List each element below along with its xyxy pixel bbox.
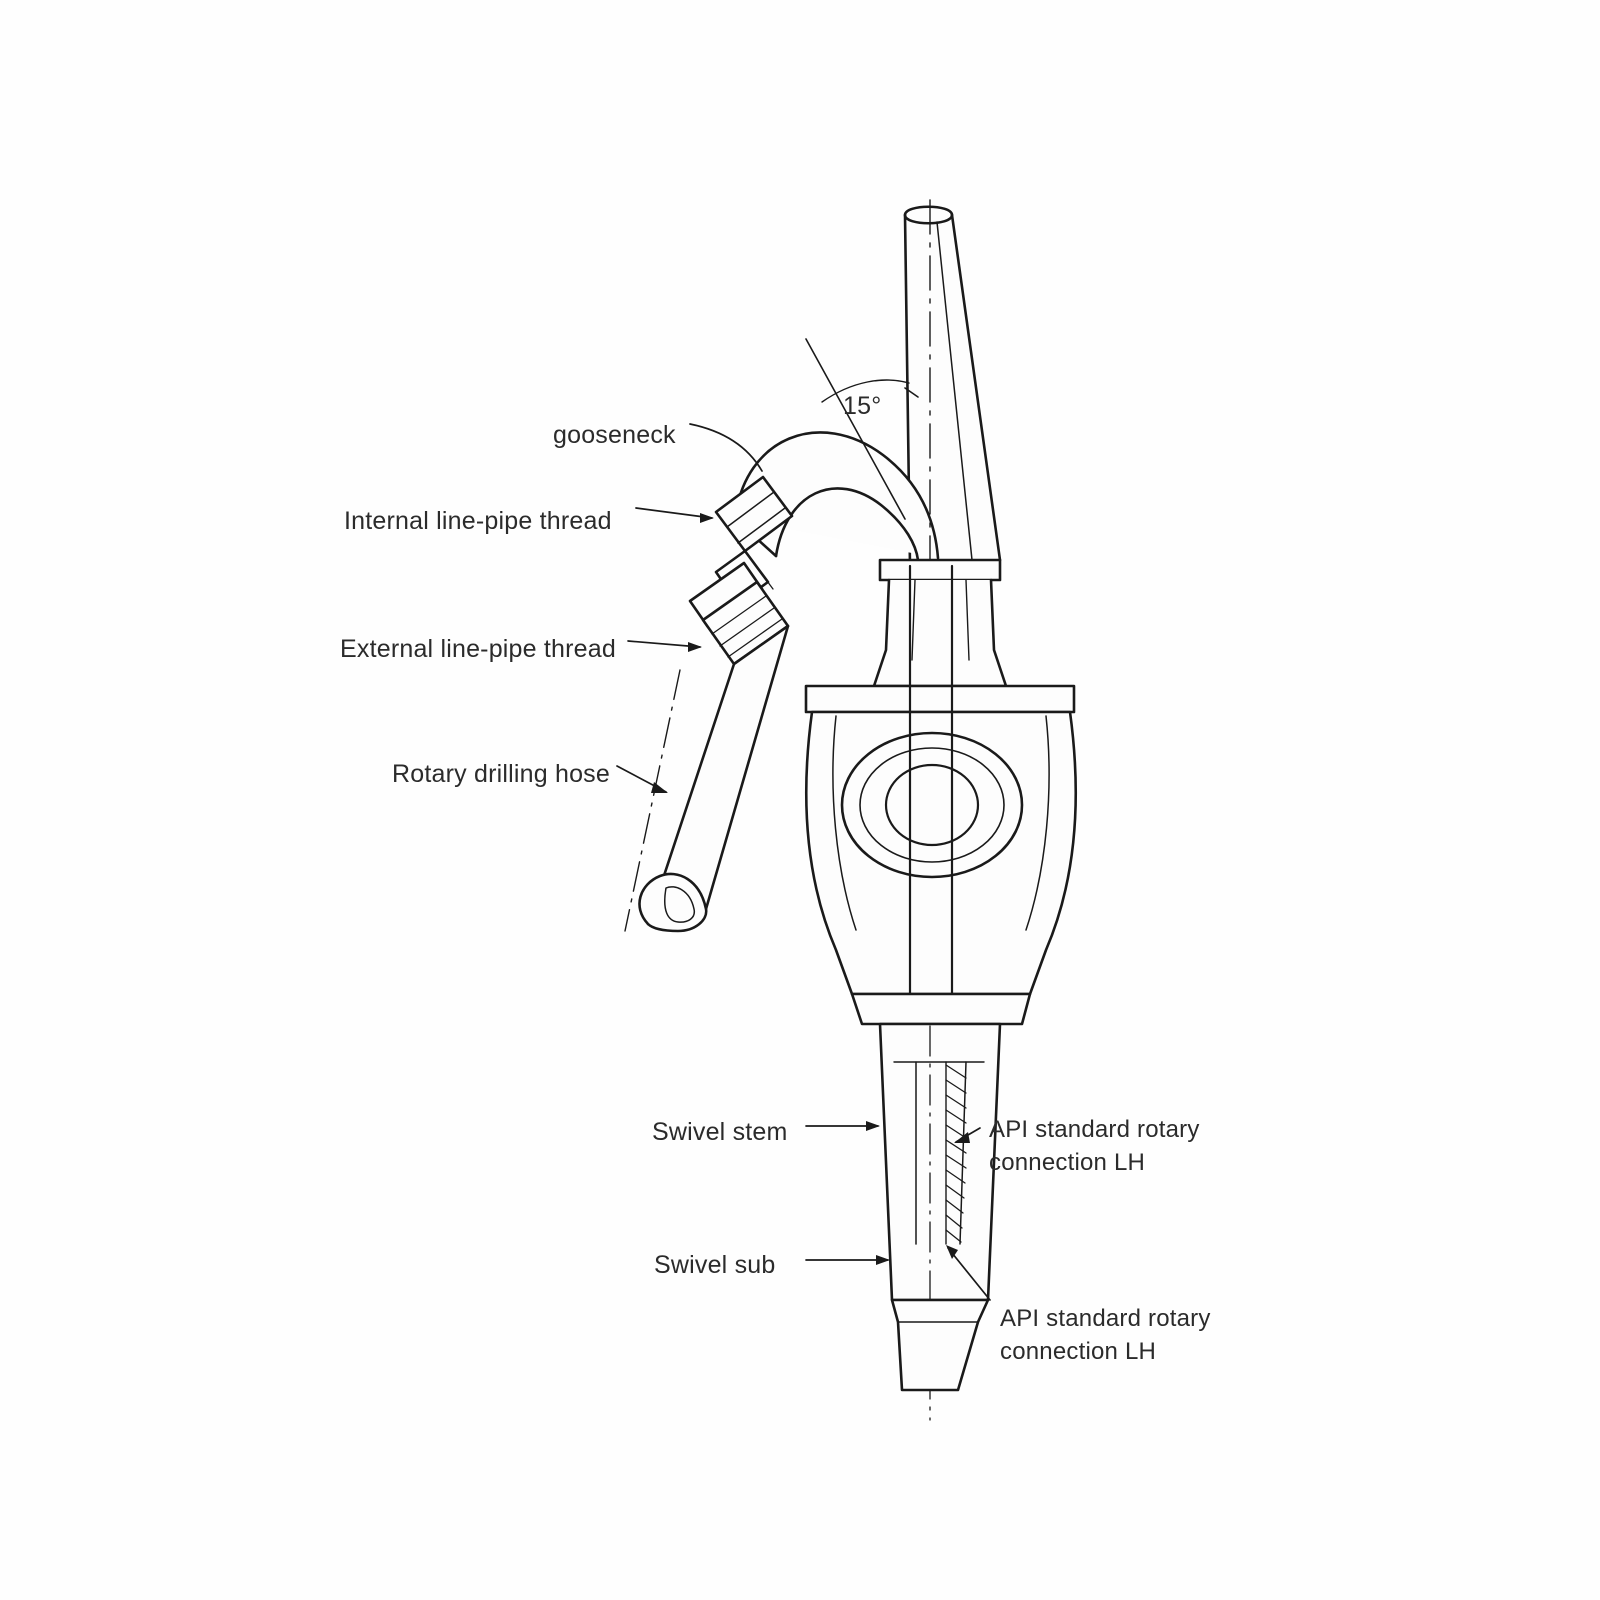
label-rotary-drilling-hose: Rotary drilling hose [392,760,610,788]
swivel-body-part [806,560,1076,1024]
label-gooseneck: gooseneck [553,421,676,449]
label-external-line-pipe-thread: External line-pipe thread [340,635,616,663]
swivel-sub-part [892,1300,988,1390]
label-angle-15-degrees: 15° [843,392,882,420]
label-api-connection-upper-line2: connection LH [989,1149,1146,1176]
label-api-connection-lower-line2: connection LH [1000,1338,1157,1365]
label-swivel-stem: Swivel stem [652,1118,788,1146]
hose-assembly [625,477,792,931]
label-swivel-sub: Swivel sub [654,1251,776,1279]
label-api-connection-lower-line1: API standard rotary [1000,1305,1211,1332]
label-api-connection-upper-line1: API standard rotary [989,1116,1200,1143]
label-internal-line-pipe-thread: Internal line-pipe thread [344,507,612,535]
leader-gooseneck [690,424,762,471]
